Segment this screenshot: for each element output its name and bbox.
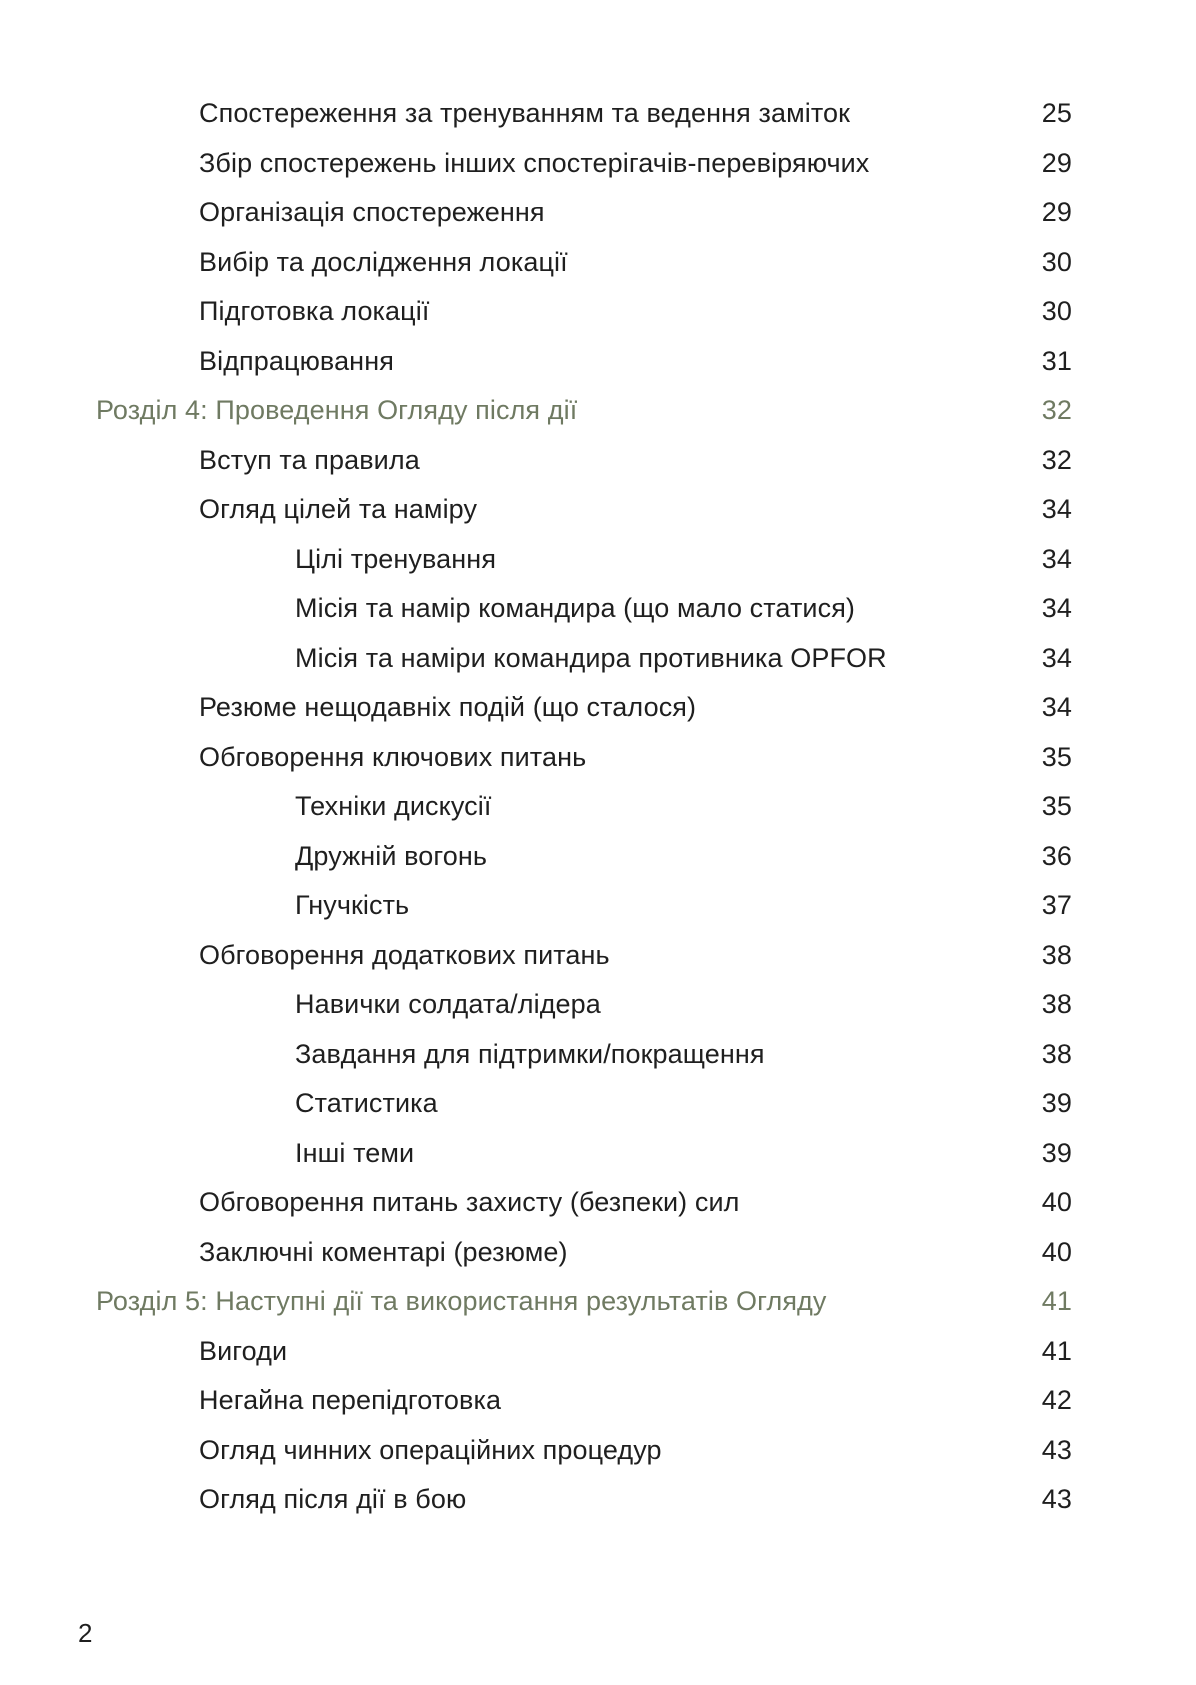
toc-entry-title: Відпрацювання	[199, 345, 394, 376]
toc-entry	[0, 979, 1196, 1029]
toc-entry-page-number: 42	[1041, 1385, 1072, 1415]
toc-entry	[0, 1128, 1196, 1178]
toc-entry-title: Дружній вогонь	[295, 840, 488, 871]
toc-entry	[0, 1227, 1196, 1277]
toc-entry-page-number: 41	[1041, 1335, 1072, 1366]
toc-entry-page-number: 40	[1041, 1187, 1072, 1217]
toc-entry-page-number: 35	[1041, 791, 1072, 821]
toc-entry-page-number: 29	[1041, 197, 1072, 227]
toc-entry-title: Гнучкість	[295, 890, 410, 920]
toc-entry-page-number: 30	[1041, 296, 1072, 326]
toc-entry-title: Огляд після дії в бою	[199, 1484, 467, 1514]
toc-entry-page-number: 41	[1041, 1286, 1072, 1316]
toc-entry-title: Огляд чинних операційних процедур	[199, 1434, 662, 1465]
toc-entry-page-number: 35	[1041, 741, 1072, 772]
toc-entry-title: Резюме нещодавніх подій (що сталося)	[199, 692, 697, 722]
toc-entry	[0, 682, 1196, 732]
toc-entry	[0, 781, 1196, 831]
toc-entry	[0, 1425, 1196, 1475]
toc-entry-title: Статистика	[295, 1088, 438, 1118]
toc-entry	[0, 880, 1196, 930]
toc-entry	[0, 336, 1196, 386]
toc-entry	[0, 138, 1196, 188]
toc-entry-page-number: 31	[1041, 345, 1072, 376]
toc-entry-page-number: 40	[1041, 1236, 1072, 1267]
toc-entry-page-number: 34	[1041, 642, 1072, 673]
toc-entry	[0, 633, 1196, 683]
toc-entry-title: Вигоди	[199, 1335, 288, 1366]
toc-entry-title: Вступ та правила	[199, 444, 420, 475]
toc-entry-title: Розділ 4: Проведення Огляду після дії	[96, 395, 578, 425]
toc-entry-title: Інші теми	[295, 1137, 415, 1168]
toc-entry-title: Місія та наміри командира противника OPFOR	[295, 642, 887, 673]
toc-entry-page-number: 37	[1041, 890, 1072, 920]
toc-entry	[0, 1326, 1196, 1376]
toc-entry	[0, 1474, 1196, 1524]
table-of-contents	[0, 88, 1196, 1524]
toc-entry-title: Огляд цілей та наміру	[199, 494, 478, 524]
toc-entry	[0, 237, 1196, 287]
toc-entry-page-number: 36	[1041, 840, 1072, 871]
toc-entry	[0, 435, 1196, 485]
toc-entry	[0, 1177, 1196, 1227]
toc-entry	[0, 732, 1196, 782]
toc-entry	[0, 187, 1196, 237]
toc-entry-title: Техніки дискусії	[295, 791, 492, 821]
toc-entry-page-number: 30	[1041, 246, 1072, 277]
toc-entry-title: Обговорення додаткових питань	[199, 939, 610, 970]
toc-entry-title: Цілі тренування	[295, 543, 497, 574]
toc-entry-page-number: 25	[1041, 98, 1072, 128]
toc-entry-title: Обговорення ключових питань	[199, 741, 587, 772]
toc-entry-page-number: 39	[1041, 1088, 1072, 1118]
toc-entry-page-number: 32	[1041, 395, 1072, 425]
toc-entry-page-number: 34	[1041, 692, 1072, 722]
toc-entry	[0, 583, 1196, 633]
toc-entry	[0, 534, 1196, 584]
toc-entry	[0, 1029, 1196, 1079]
toc-section-heading	[0, 385, 1196, 435]
toc-entry-page-number: 32	[1041, 444, 1072, 475]
toc-entry-page-number: 29	[1041, 147, 1072, 178]
toc-entry-page-number: 38	[1041, 1038, 1072, 1069]
toc-entry-page-number: 38	[1041, 939, 1072, 970]
toc-entry-page-number: 34	[1041, 494, 1072, 524]
toc-section-heading	[0, 1276, 1196, 1326]
toc-entry-page-number: 39	[1041, 1137, 1072, 1168]
toc-entry-title: Місія та намір командира (що мало статися)	[295, 593, 856, 623]
toc-entry	[0, 1375, 1196, 1425]
toc-entry-title: Завдання для підтримки/покращення	[295, 1038, 765, 1069]
toc-entry-page-number: 43	[1041, 1484, 1072, 1514]
toc-entry	[0, 831, 1196, 881]
toc-entry	[0, 88, 1196, 138]
toc-entry	[0, 286, 1196, 336]
toc-entry	[0, 484, 1196, 534]
toc-entry-page-number: 38	[1041, 989, 1072, 1019]
toc-entry-title: Навички солдата/лідера	[295, 989, 601, 1019]
toc-entry-page-number: 43	[1041, 1434, 1072, 1465]
toc-entry-title: Заключні коментарі (резюме)	[199, 1236, 568, 1267]
toc-entry-page-number: 34	[1041, 543, 1072, 574]
toc-entry-title: Підготовка локації	[199, 296, 430, 326]
toc-entry-title: Збір спостережень інших спостерігачів-перевіряючих	[199, 147, 870, 178]
toc-entry-title: Спостереження за тренуванням та ведення заміток	[199, 98, 851, 128]
toc-entry-title: Обговорення питань захисту (безпеки) сил	[199, 1187, 740, 1217]
toc-entry-page-number: 34	[1041, 593, 1072, 623]
toc-entry-title: Вибір та дослідження локації	[199, 246, 568, 277]
toc-entry	[0, 930, 1196, 980]
toc-entry-title: Розділ 5: Наступні дії та використання результатів Огляду	[96, 1286, 827, 1316]
toc-entry	[0, 1078, 1196, 1128]
page-number: 2	[78, 1618, 93, 1648]
toc-entry-title: Негайна перепідготовка	[199, 1385, 502, 1415]
toc-entry-title: Організація спостереження	[199, 197, 545, 227]
